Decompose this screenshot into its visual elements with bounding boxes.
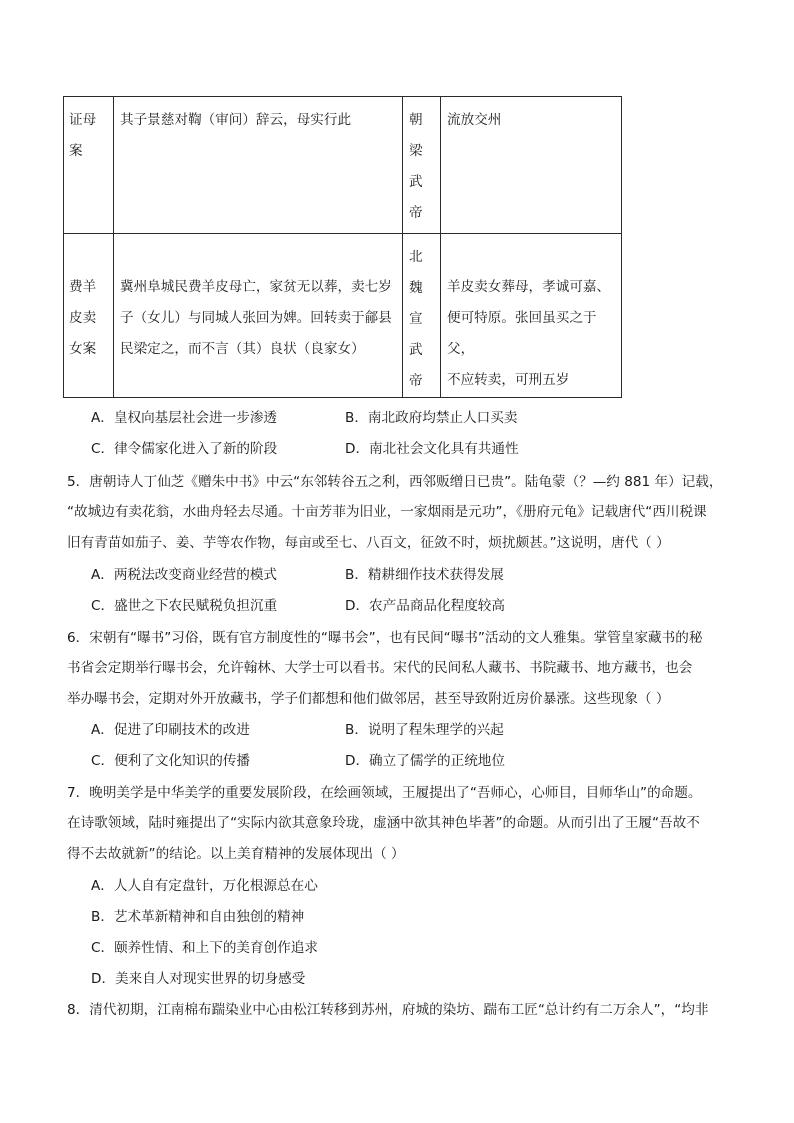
case-name-cell: 证母 案 xyxy=(64,97,114,234)
case-facts-cell: 冀州阜城民费羊皮母亡，家贫无以葬，卖七岁 子（女儿）与同城人张回为婢。回转卖于鄃县 民梁定之，而不言（其）良状（良家女） xyxy=(114,234,403,398)
q7-stem-line: 在诗歌领域，陆时雍提出了“实际内欲其意象玲珑，虚涵中欲其神色毕著”的命题。从而引出了王履“吾故不 xyxy=(67,815,700,831)
q5-option-c: C．盛世之下农民赋税负担沉重 xyxy=(91,598,278,614)
q7-option-c: C．颐养性情、和上下的美育创作追求 xyxy=(91,940,318,956)
case-table xyxy=(63,96,622,398)
case-facts-cell: 其子景慈对鞫（审问）辞云，母实行此 xyxy=(114,97,403,234)
q5-stem-line: 5．唐朝诗人丁仙芝《赠朱中书》中云“东邻转谷五之利，西邻贩缯日已贵”。陆龟蒙（？—约 881 年）记载， xyxy=(67,474,723,490)
q5-stem-line: “故城边有卖花翁，水曲舟轻去尽通。十亩芳菲为旧业，一家烟雨是元功”，《册府元龟》记载唐代“西川税课 xyxy=(67,504,707,520)
q7-stem-line: 得不去故就新”的结论。以上美育精神的发展体现出（ ） xyxy=(67,846,405,862)
q5-option-d: D．农产品商品化程度较高 xyxy=(345,598,505,614)
q6-stem-line: 书省会定期举行曝书会，允许翰林、大学士可以看书。宋代的民间私人藏书、书院藏书、地方藏书，也会 xyxy=(67,660,693,676)
table-row xyxy=(64,97,622,234)
q5-option-a: A．两税法改变商业经营的模式 xyxy=(91,567,278,583)
q8-stem-line: 8．清代初期，江南棉布踹染业中心由松江转移到苏州，府城的染坊、踹布工匠“总计约有二万余人”，“均非 xyxy=(67,1002,709,1018)
case-name-cell: 费羊 皮卖 女案 xyxy=(64,234,114,398)
verdict-cell: 羊皮卖女葬母，孝诚可嘉、 便可特原。张回虽买之于父， 不应转卖，可刑五岁 xyxy=(441,234,622,398)
q4-option-b: B．南北政府均禁止人口买卖 xyxy=(345,410,518,426)
q6-option-c: C．便利了文化知识的传播 xyxy=(91,753,251,769)
q7-option-d: D．美来自人对现实世界的切身感受 xyxy=(91,971,306,987)
q4-option-d: D．南北社会文化具有共通性 xyxy=(345,441,519,457)
q5-option-b: B．精耕细作技术获得发展 xyxy=(345,567,504,583)
q6-option-d: D．确立了儒学的正统地位 xyxy=(345,753,505,769)
table-row xyxy=(64,234,622,398)
dynasty-cell: 北 魏 宣 武 帝 xyxy=(403,234,441,398)
q7-option-b: B．艺术革新精神和自由独创的精神 xyxy=(91,909,305,925)
q7-option-a: A．人人自有定盘针，万化根源总在心 xyxy=(91,878,318,894)
q4-option-a: A．皇权向基层社会进一步渗透 xyxy=(91,410,278,426)
q6-stem-line: 6．宋朝有“曝书”习俗，既有官方制度性的“曝书会”，也有民间“曝书”活动的文人雅集。掌管皇家藏书的秘 xyxy=(67,630,703,646)
q6-option-b: B．说明了程朱理学的兴起 xyxy=(345,722,504,738)
q7-stem-line: 7．晚明美学是中华美学的重要发展阶段，在绘画领域，王履提出了“吾师心，心师目，目师华山”的命题。 xyxy=(67,785,702,801)
q6-option-a: A．促进了印刷技术的改进 xyxy=(91,722,250,738)
q5-stem-line: 旧有青苗如茄子、姜、芋等农作物，每亩或至七、八百文，征敛不时，烦扰颇甚。”这说明，唐代（ ） xyxy=(67,535,670,551)
verdict-cell: 流放交州 xyxy=(441,97,622,234)
dynasty-cell: 朝 梁 武 帝 xyxy=(403,97,441,234)
q4-option-c: C．律令儒家化进入了新的阶段 xyxy=(91,441,278,457)
q6-stem-line: 举办曝书会，定期对外开放藏书，学子们都想和他们做邻居，甚至导致附近房价暴涨。这些现象（ ） xyxy=(67,691,670,707)
